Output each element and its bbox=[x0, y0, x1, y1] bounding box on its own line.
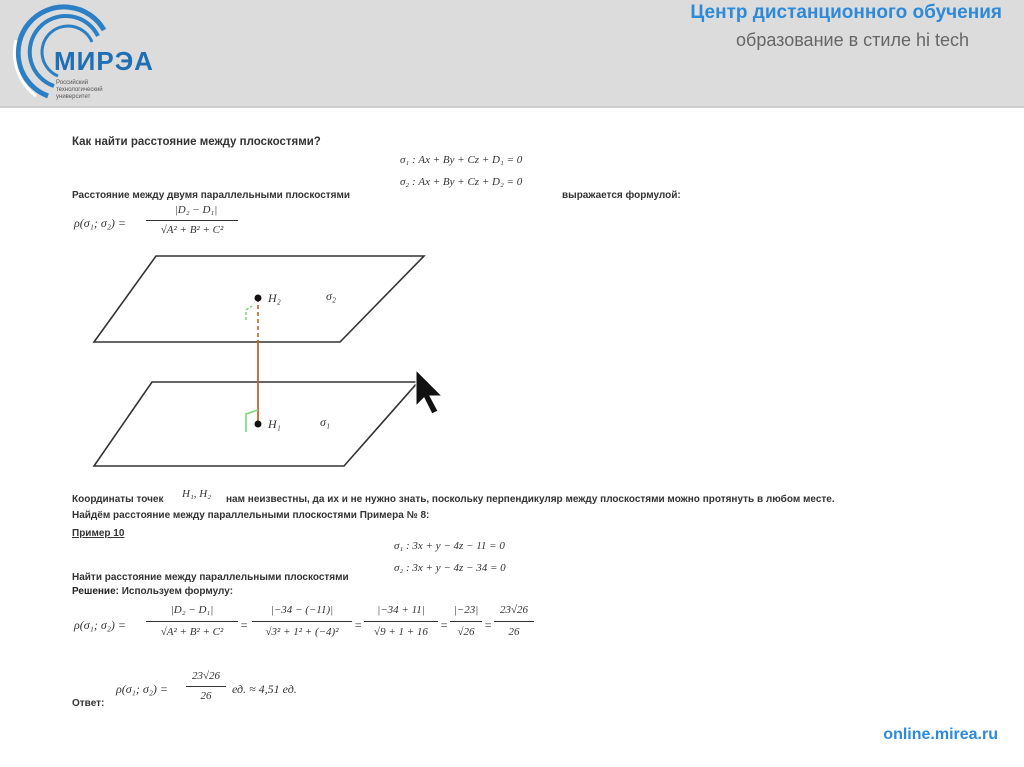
solution-text: : Используем формулу: bbox=[115, 586, 234, 597]
equals-sign: = bbox=[354, 618, 363, 632]
intro-text-left: Расстояние между двумя параллельными плоскостями bbox=[72, 190, 351, 201]
solution-f3-numerator: |−34 + 11| bbox=[377, 604, 425, 616]
coords-points: H₁, H₂ bbox=[182, 488, 212, 500]
logo-text: МИРЭА bbox=[54, 46, 154, 76]
find-distance-line: Найдём расстояние между параллельными плоскостями Примера № 8: bbox=[72, 510, 430, 521]
solution-f3-denominator: √9 + 1 + 16 bbox=[374, 626, 428, 638]
answer-denominator: 26 bbox=[200, 690, 212, 702]
distance-formula-denominator: √A² + B² + C² bbox=[160, 224, 224, 236]
fraction-bar bbox=[146, 621, 238, 622]
distance-formula-numerator: |D₂ − D₁| bbox=[174, 204, 218, 216]
solution-f1-denominator: √A² + B² + C² bbox=[160, 626, 224, 638]
fraction-bar bbox=[364, 621, 438, 622]
answer-numerator: 23√26 bbox=[191, 670, 221, 682]
right-angle-mark-h2 bbox=[246, 306, 252, 320]
label-sigma2: σ₂ bbox=[326, 289, 337, 303]
header-title: Центр дистанционного обучения bbox=[690, 2, 1002, 23]
solution-label: Решение bbox=[72, 586, 116, 597]
point-h1 bbox=[255, 421, 262, 428]
header-divider bbox=[0, 106, 1024, 108]
plane1-equation: σ₁ : Ax + By + Cz + D₁ = 0 bbox=[400, 154, 523, 166]
header-subtitle: образование в стиле hi tech bbox=[736, 30, 969, 50]
mirea-logo bbox=[0, 0, 200, 106]
footer-site-link[interactable]: online.mirea.ru bbox=[883, 726, 998, 743]
logo-subtext: Российский технологический университет bbox=[56, 80, 103, 100]
label-sigma1: σ₁ bbox=[320, 415, 331, 429]
answer-tail: ед. ≈ 4,51 ед. bbox=[232, 682, 297, 696]
fraction-bar bbox=[146, 220, 238, 221]
fraction-bar bbox=[450, 621, 482, 622]
equals-sign: = bbox=[240, 618, 249, 632]
solution-f2-numerator: |−34 − (−11)| bbox=[270, 604, 334, 616]
coords-text-left: Координаты точек bbox=[72, 494, 164, 505]
label-h2: H₂ bbox=[268, 291, 281, 305]
solution-f4-numerator: |−23| bbox=[453, 604, 479, 616]
solution-lhs: ρ(σ₁; σ₂) = bbox=[74, 618, 127, 632]
equals-sign: = bbox=[440, 618, 449, 632]
doc-heading: Как найти расстояние между плоскостями? bbox=[72, 136, 321, 148]
intro-text-right: выражается формулой: bbox=[562, 190, 681, 201]
solution-f5-denominator: 26 bbox=[508, 626, 520, 638]
fraction-bar bbox=[186, 686, 226, 687]
example-task: Найти расстояние между параллельными плоскостями bbox=[72, 572, 349, 583]
fraction-bar bbox=[252, 621, 352, 622]
plane2-equation: σ₂ : Ax + By + Cz + D₂ = 0 bbox=[400, 176, 523, 188]
fraction-bar bbox=[494, 621, 534, 622]
mouse-cursor-icon bbox=[416, 370, 442, 414]
solution-f5-numerator: 23√26 bbox=[499, 604, 529, 616]
example-equation-1: σ₁ : 3x + y − 4z − 11 = 0 bbox=[394, 540, 505, 552]
example-equation-2: σ₂ : 3x + y − 4z − 34 = 0 bbox=[394, 562, 506, 574]
solution-f1-numerator: |D₂ − D₁| bbox=[170, 604, 214, 616]
answer-lhs: ρ(σ₁; σ₂) = bbox=[116, 682, 169, 696]
label-h1: H₁ bbox=[268, 417, 281, 431]
coords-text-right: нам неизвестны, да их и не нужно знать, поскольку перпендикуляр между плоскостями можно протянуть в любом месте. bbox=[226, 494, 835, 505]
solution-line bbox=[72, 586, 233, 597]
solution-f4-denominator: √26 bbox=[457, 626, 475, 638]
parallel-planes-diagram bbox=[60, 240, 480, 480]
solution-f2-denominator: √3² + 1² + (−4)² bbox=[265, 626, 339, 638]
equals-sign: = bbox=[484, 618, 493, 632]
example-title: Пример 10 bbox=[72, 528, 125, 539]
document-content bbox=[60, 120, 960, 720]
point-h2 bbox=[255, 295, 262, 302]
distance-formula-lhs: ρ(σ₁; σ₂) = bbox=[74, 216, 127, 230]
answer-label: Ответ: bbox=[72, 698, 105, 709]
